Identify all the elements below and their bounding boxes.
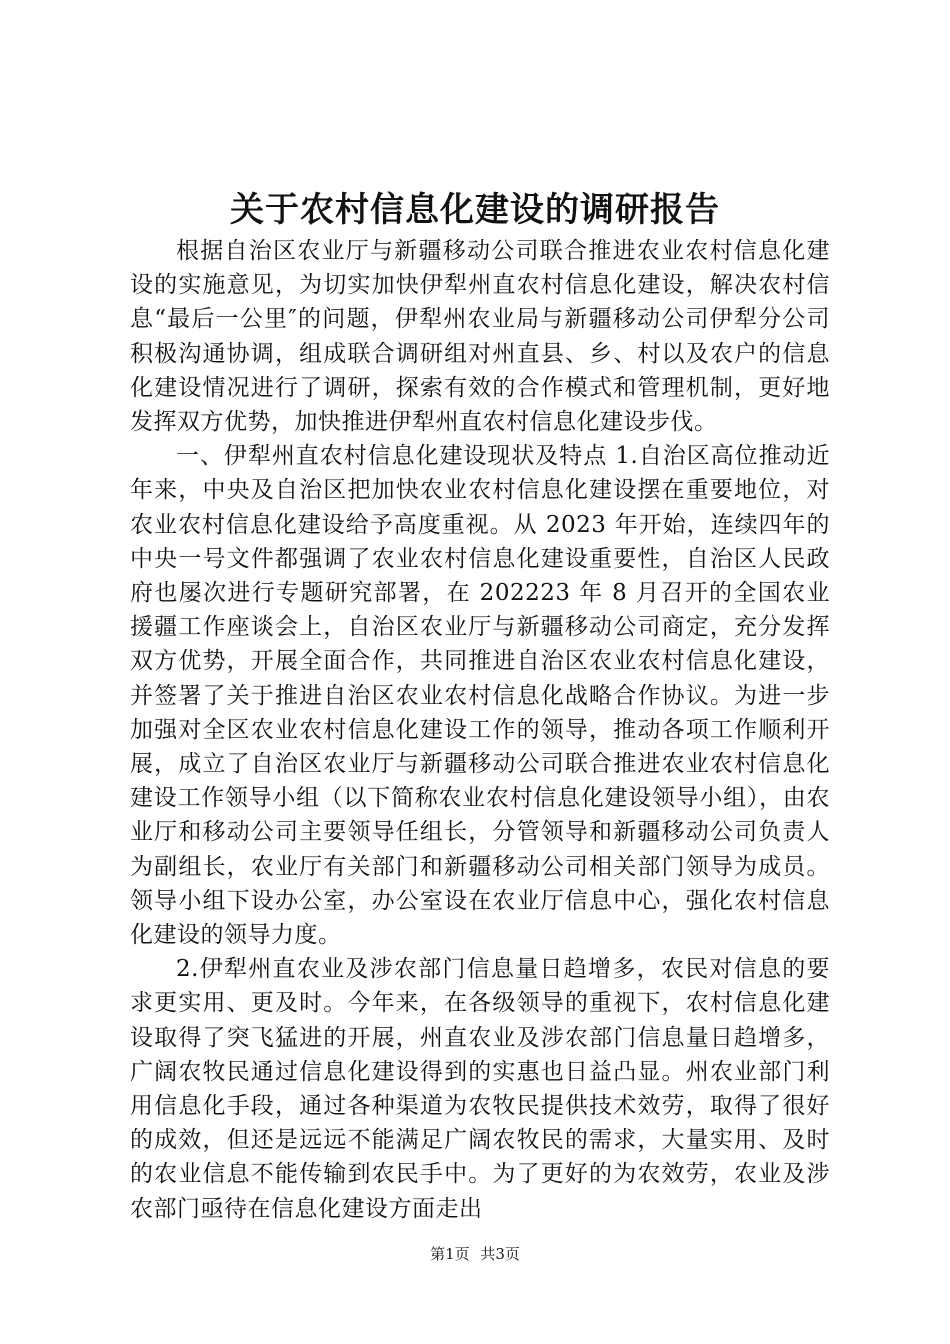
paragraph-section-1: 一、伊犁州直农村信息化建设现状及特点 1.自治区高位推动近年来，中央及自治区把加快农业农村信息化建设摆在重要地位，对农业农村信息化建设给予高度重视。从 2023 年开始，连续四年的中央一号文件都强调了农业农村信息化建设重要性，自治区人民政府也屡次进行专题研究部署，在 202223 年 8 月召开的全国农业援疆工作座谈会上，自治区农业厅与新疆移动公司商定，充分发挥双方优势，开展全面合作，共同推进自治区农业农村信息化建设，并签署了关于推进自治区农业农村信息化战略合作协议。为进一步加强对全区农业农村信息化建设工作的领导，推动各项工作顺利开展，成立了自治区农业厅与新疆移动公司联合推进农业农村信息化建设工作领导小组（以下简称农业农村信息化建设领导小组），由农业厅和移动公司主要领导任组长，分管领导和新疆移动公司负责人为副组长，农业厅有关部门和新疆移动公司相关部门领导为成员。领导小组下设办公室，办公室设在农业厅信息中心，强化农村信息化建设的领导力度。 (130, 443, 830, 949)
page-number: 第1页 (430, 1245, 470, 1263)
page-footer (0, 1243, 950, 1265)
paragraph-section-2: 2.伊犁州直农业及涉农部门信息量日趋增多，农民对信息的要求更实用、更及时。今年来，在各级领导的重视下，农村信息化建设取得了突飞猛进的开展，州直农业及涉农部门信息量日趋增多，广阔农牧民通过信息化建设得到的实惠也日益凸显。州农业部门利用信息化手段，通过各种渠道为农牧民提供技术效劳，取得了很好的成效，但还是远远不能满足广阔农牧民的需求，大量实用、及时的农业信息不能传输到农民手中。为了更好的为农效劳，农业及涉农部门亟待在信息化建设方面走出 (130, 956, 830, 1222)
paragraph-intro: 根据自治区农业厅与新疆移动公司联合推进农业农村信息化建设的实施意见，为切实加快伊犁州直农村信息化建设，解决农村信息“最后一公里″的问题，伊犁州农业局与新疆移动公司伊犁分公司积极沟通协调，组成联合调研组对州直县、乡、村以及农户的信息化建设情况进行了调研，探索有效的合作模式和管理机制，更好地发挥双方优势，加快推进伊犁州直农村信息化建设步伐。 (130, 238, 830, 436)
document-title: 关于农村信息化建设的调研报告 (230, 190, 720, 230)
page-total: 共3页 (480, 1245, 520, 1263)
document-body (130, 234, 830, 1226)
